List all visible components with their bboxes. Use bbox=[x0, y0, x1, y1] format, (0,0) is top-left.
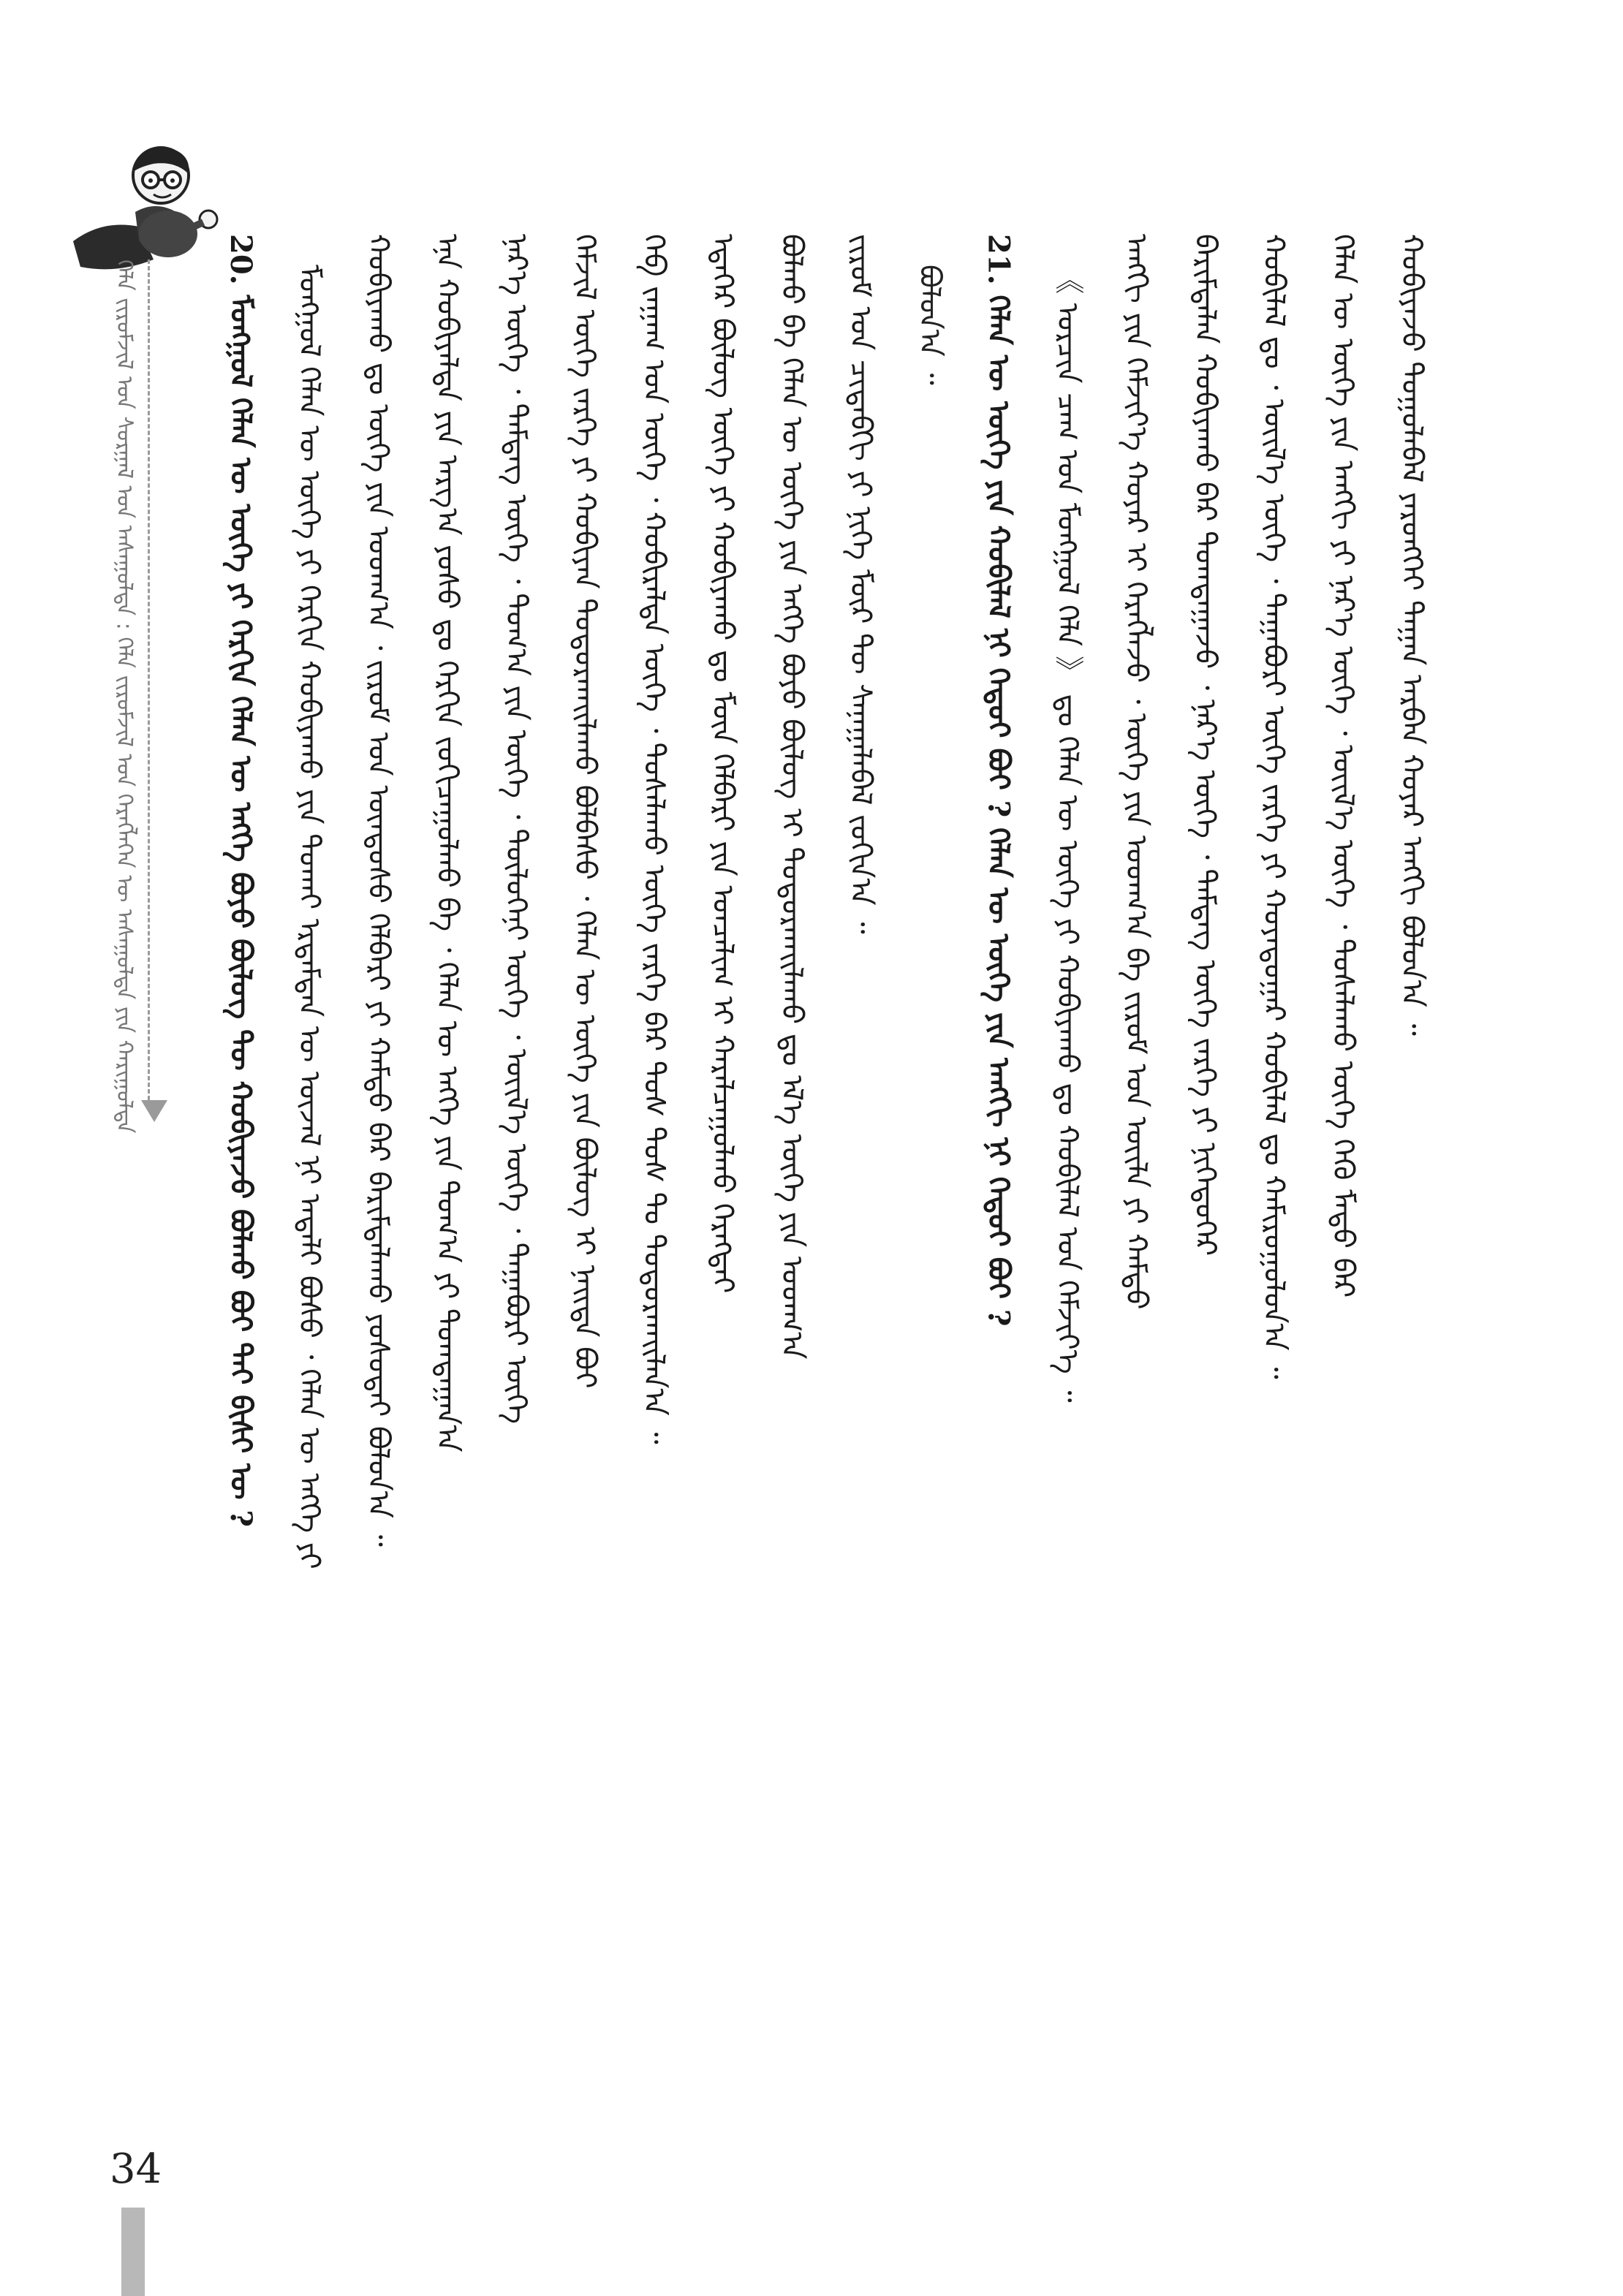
text-column: ᠪᠣᠯᠬᠤ ᠪᠠ ᠬᠡᠯᠡᠨ ᠦ ᠦᠭᠡ ᠶᠢᠨ ᠡᠩᠭᠡ ᠪᠤᠶᠤ ᠪᠦᠯᠦᠭ ᠢ ᠲᠣᠳᠤᠷᠬᠠᠢᠯᠠᠬᠤ ᠳᠤ ᠡᠯ᠎ᠡ ᠦᠭᠡ ᠶᠢᠨ ᠤᠳᠬ᠎ᠠ bbox=[774, 234, 809, 1360]
text-column: ᠬᠤᠪᠢᠯᠠᠯ ᠳᠤ ᠂ ᠦᠢᠯ᠎ᠡ ᠦᠭᠡ ᠂ ᠳᠠᠭᠠᠪᠤᠷᠢ ᠦᠭᠡ ᠵᠡᠷᠭᠡ ᠶᠢ ᠬᠣᠶᠠᠳᠤᠭᠠᠷ ᠬᠤᠪᠢᠯᠠᠯ ᠳᠤ ᠬᠠᠮᠢᠷᠤᠭᠤᠯᠤᠨ᠎ᠠ ᠃ bbox=[1257, 234, 1291, 1379]
cartoon-boy-mascot-icon bbox=[58, 132, 227, 278]
text-column: ᠬᠡᠯᠡᠨ ᠦ ᠦᠭᠡ ᠶᠢᠨ ᠠᠩᠭᠢ ᠶᠢ ᠨᠡᠷ᠎ᠡ ᠦᠭᠡ ᠂ ᠦᠢᠯ᠎ᠡ ᠦᠭᠡ ᠂ ᠲᠤᠰᠠᠯᠠᠬᠤ ᠦᠭᠡ ᠭᠡᠬᠦ ᠮᠡᠲᠦ ᠪᠡᠷ bbox=[1325, 234, 1360, 1298]
page-edge-tab bbox=[121, 2208, 145, 2296]
page-number: 34 bbox=[110, 2145, 162, 2193]
text-column: ᠵᠢᠷᠤᠮ ᠤᠨ ᠴᠢᠳᠠᠪᠬᠢ ᠶᠢ ᠨᠢᠭᠡ ᠮᠥᠷ ᠲᠦ ᠰᠠᠨᠠᠭᠠᠯᠠᠪᠠᠯ ᠵᠣᠬᠢᠨ᠎ᠠ ᠃ bbox=[844, 234, 878, 934]
text-column: ᠬᠤᠪᠢᠶᠠᠵᠤ ᠲᠣᠭᠤᠯᠠᠪᠠᠯ ᠶᠡᠷᠦᠩᠬᠡᠢ ᠳᠠᠭᠠᠨ ᠠᠷᠪᠠᠨ ᠬᠣᠶᠠᠷ ᠠᠩᠭᠢ ᠪᠣᠯᠤᠨ᠎ᠠ ᠃ bbox=[1394, 234, 1429, 1036]
text-column: ᠬᠤᠪᠢᠶᠠᠬᠤ ᠳᠤ ᠦᠭᠡ ᠶᠢᠨ ᠤᠳᠬ᠎ᠠ ᠂ ᠵᠢᠷᠤᠮ ᠤᠨ ᠦᠨᠳᠦᠰᠦ ᠬᠡᠯᠪᠡᠷᠢ ᠶᠢ ᠬᠠᠮᠲᠤ ᠪᠠᠷ ᠪᠠᠷᠢᠮᠲᠠᠯᠠᠬᠤ ᠶᠣᠰᠣᠲᠠᠢ ᠪᠣᠯᠤᠨ᠎ᠠ ᠃ bbox=[361, 234, 396, 1547]
running-header-text: ᠬᠡᠯᠡ ᠵᠢᠷᠤᠮᠵᠢᠯ ᠤᠨ ᠰᠤᠷᠭᠠᠯ ᠤᠨ ᠠᠰᠠᠭᠤᠯᠲᠠ : ᠬᠡᠯᠡ ᠵᠢᠷᠤᠮᠵᠢᠯ ᠤᠨ ᠬᠡᠷᠡᠭᠯᠡᠭᠡᠨ ᠦ ᠠᠰᠠᠭᠤᠯᠲᠠ ᠶᠢᠨ ᠬᠠᠷᠢᠭᠤᠯᠲᠠ bbox=[111, 259, 137, 1134]
text-column: ᠬᠡᠮᠵᠢᠯ ᠦᠭᠡ ᠵᠡᠷᠭᠡ ᠶᠢ ᠬᠤᠪᠢᠶᠠᠨ ᠲᠣᠳᠤᠷᠬᠠᠢᠯᠠᠬᠤ ᠪᠣᠯᠪᠠᠰᠤ ᠂ ᠬᠡᠯᠡᠨ ᠦ ᠦᠭᠡ ᠶᠢᠨ ᠪᠦᠯᠦᠭ ᠢ ᠨᠡᠢᠲᠡ ᠪᠤᠢ bbox=[568, 234, 602, 1389]
text-column: ᠠᠩᠭᠢ ᠶᠢᠨ ᠬᠡᠮᠵᠢᠶ᠎ᠡ ᠬᠣᠶᠠᠷ ᠢ ᠬᠡᠷᠡᠭᠯᠡᠵᠦ ᠂ ᠦᠭᠡ ᠶᠢᠨ ᠤᠳᠬ᠎ᠠ ᠪᠠ ᠵᠢᠷᠤᠮ ᠤᠨ ᠦᠢᠯᠡ ᠶᠢ ᠬᠠᠮᠲᠤ bbox=[1119, 234, 1154, 1310]
running-header bbox=[108, 259, 140, 1134]
text-column: ᠪᠠᠷᠢᠮᠲᠠᠯᠠᠨ ᠬᠤᠪᠢᠶᠠᠬᠤ ᠪᠡᠷ ᠲᠣᠭᠲᠠᠭᠠᠵᠤ ᠂ ᠨᠡᠷ᠎ᠡ ᠦᠭᠡ ᠂ ᠲᠡᠮᠳᠡᠭ ᠦᠭᠡ ᠵᠡᠷᠭᠡ ᠶᠢ ᠨᠢᠭᠡᠳᠦᠭᠡᠷ bbox=[1188, 234, 1222, 1257]
header-dashed-rule bbox=[148, 259, 150, 1100]
question-20: 20. ᠮᠣᠩᠭᠣᠯ ᠬᠡᠯᠡᠨ ᠦ ᠦᠭᠡ ᠶᠢ ᠬᠡᠷᠬᠢᠨ ᠬᠡᠯᠡᠨ ᠦ ᠡᠩᠭᠡ ᠪᠤᠶᠤ ᠪᠦᠯᠦᠭ ᠲᠦ ᠬᠤᠪᠢᠶᠠᠵᠤ ᠪᠣᠯᠬᠤ ᠪᠤᠢ ᠲᠠᠢ ᠪᠢᠰᠢ ᠦ ? bbox=[224, 234, 258, 1527]
text-column: ᠡᠨᠡ ᠬᠤᠪᠢᠶᠠᠯᠲᠠ ᠶᠢᠨ ᠠᠷᠭ᠎ᠠ ᠶᠣᠰᠣ ᠳᠤ ᠬᠡᠷᠬᠢᠨ ᠵᠣᠬᠢᠴᠠᠭᠤᠯᠬᠤ ᠪᠡ ᠂ ᠬᠡᠯᠡᠨ ᠦ ᠡᠩᠭᠡ ᠶᠢᠨ ᠲᠣᠭ᠎ᠠ ᠶᠢ ᠲᠣᠭᠲᠠᠭᠠᠨ᠎ᠠ bbox=[430, 234, 464, 1452]
text-column: 《 ᠣᠷᠴᠢᠨ ᠴᠠᠭ ᠤᠨ ᠮᠣᠩᠭᠣᠯ ᠬᠡᠯᠡ 》 ᠳᠤ ᠬᠡᠯᠡᠨ ᠦ ᠦᠭᠡ ᠶᠢ ᠬᠤᠪᠢᠶᠠᠬᠤ ᠳᠤ ᠬᠤᠪᠢᠯᠠᠯ ᠤᠨ ᠬᠡᠮᠵᠢᠶ᠎ᠡ ᠃ bbox=[1050, 265, 1084, 1403]
question-21: 21. ᠬᠡᠯᠡᠨ ᠦ ᠦᠭᠡ ᠶᠢᠨ ᠬᠤᠪᠢᠯᠠᠯ ᠨᠢ ᠬᠡᠳᠦᠢ ᠪᠤᠢ ? ᠬᠡᠯᠡᠨ ᠦ ᠦᠭᠡ ᠶᠢᠨ ᠠᠩᠭᠢ ᠨᠢ ᠬᠡᠳᠦᠢ ᠪᠤᠢ ? bbox=[981, 234, 1016, 1327]
text-column-ending: ᠪᠣᠯᠤᠨ᠎ᠠ ᠃ bbox=[912, 265, 947, 385]
text-column: ᠡᠳᠡᠭᠡᠷ ᠪᠦᠯᠦᠭ ᠦᠭᠡ ᠶᠢ ᠬᠤᠪᠢᠶᠠᠬᠤ ᠳᠤ ᠮᠦᠨ ᠬᠡᠯᠪᠡᠷᠢ ᠶᠢᠨ ᠣᠨᠴᠠᠯᠢᠭ ᠢ ᠬᠠᠷᠠᠯᠴᠠᠭᠤᠯᠬᠤ ᠬᠡᠷᠡᠭᠲᠡᠢ bbox=[705, 234, 740, 1294]
text-column: ᠮᠣᠩᠭᠣᠯ ᠬᠡᠯᠡᠨ ᠦ ᠦᠭᠡ ᠶᠢ ᠬᠡᠷᠬᠢᠨ ᠬᠤᠪᠢᠶᠠᠬᠤ ᠶᠢᠨ ᠲᠤᠬᠠᠢ ᠡᠷᠳᠡᠮᠲᠡᠨ ᠦ ᠦᠵᠡᠯ ᠨᠢ ᠠᠳᠠᠯᠢ ᠪᠤᠰᠤ ᠂ ᠬᠡᠯᠡᠨ ᠦ ᠡᠩᠭᠡ ᠶᠢ bbox=[292, 265, 327, 1569]
text-column: ᠨᠡᠷ᠎ᠡ ᠦᠭᠡ ᠂ ᠲᠡᠮᠳᠡᠭ ᠦᠭᠡ ᠂ ᠲᠣᠭ᠎ᠠ ᠶᠢᠨ ᠦᠭᠡ ᠂ ᠲᠥᠯᠦᠭᠡᠨᠢ ᠦᠭᠡ ᠂ ᠦᠢᠯ᠎ᠡ ᠦᠭᠡ ᠂ ᠳᠠᠭᠠᠪᠤᠷᠢ ᠦᠭᠡ bbox=[499, 234, 533, 1424]
triangle-arrow-icon bbox=[141, 1100, 167, 1122]
text-columns bbox=[219, 234, 1433, 2076]
text-column: ᠬᠡᠪ ᠵᠠᠭᠠᠭ ᠤᠨ ᠦᠭᠡ ᠂ ᠬᠤᠪᠢᠷᠠᠯᠲᠠ ᠦᠭᠡ ᠂ ᠲᠤᠰᠠᠯᠠᠬᠤ ᠦᠭᠡ ᠵᠡᠷᠭᠡ ᠪᠡᠷ ᠲᠤᠰ ᠲᠤᠰ ᠲᠤ ᠲᠣᠳᠤᠷᠬᠠᠢᠯᠠᠨ᠎ᠠ ᠃ bbox=[637, 234, 671, 1444]
